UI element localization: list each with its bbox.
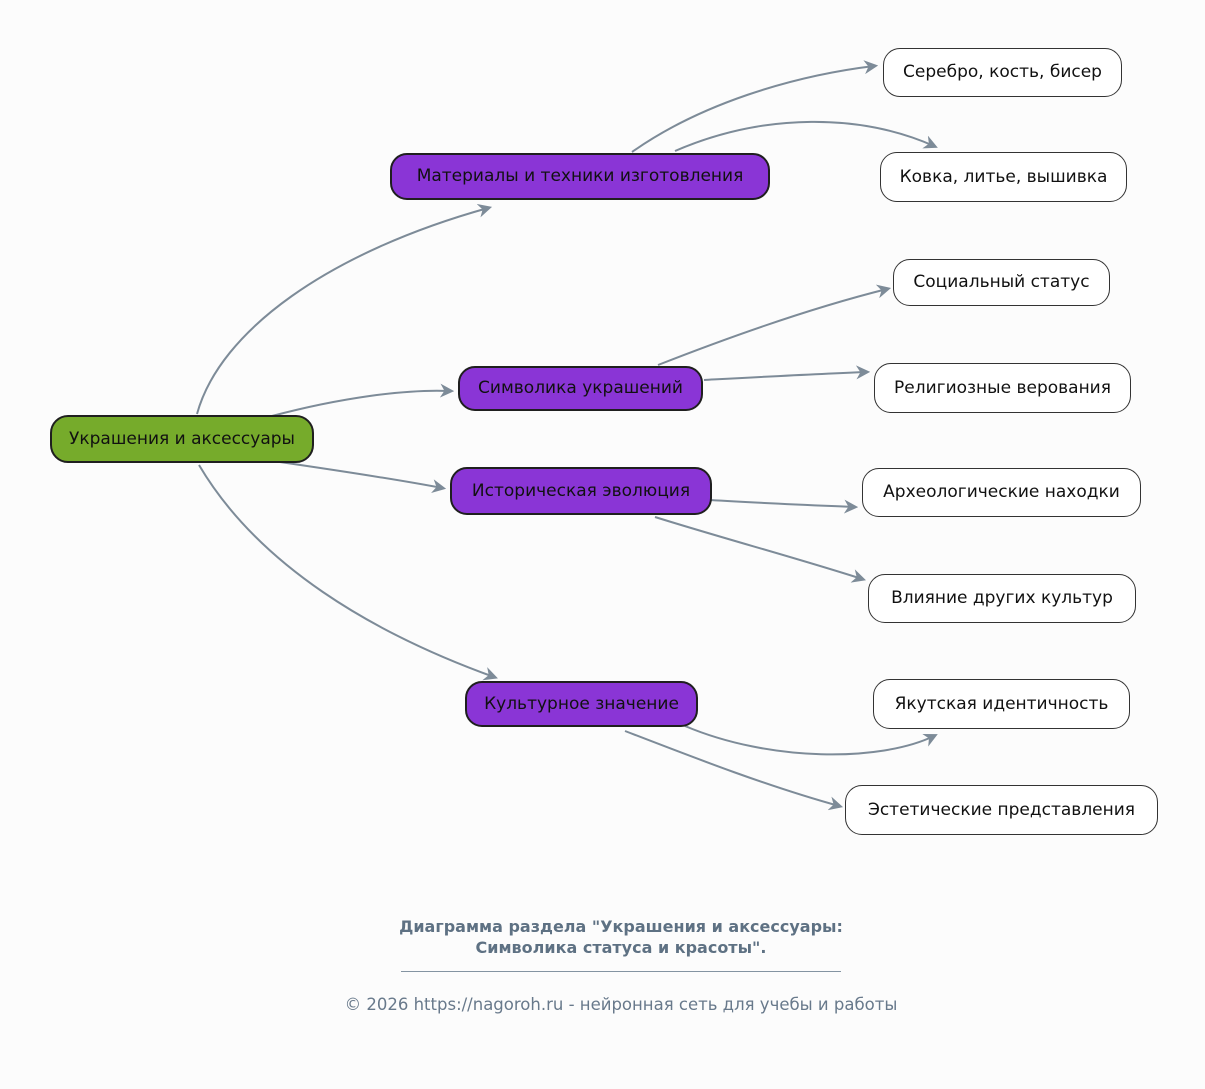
leaf-influence-other-cultures: Влияние других культур bbox=[868, 574, 1136, 623]
caption-divider bbox=[401, 971, 841, 972]
edge-symbolism-to-religious bbox=[704, 372, 866, 380]
caption-line-1: Диаграмма раздела "Украшения и аксессуары: bbox=[399, 917, 843, 936]
leaf-silver-bone-beads: Серебро, кость, бисер bbox=[883, 48, 1122, 97]
edge-cultural-to-aesthetic bbox=[625, 731, 839, 806]
edge-symbolism-to-social bbox=[658, 289, 887, 365]
edge-cultural-to-yakut bbox=[685, 726, 934, 754]
edge-historical-to-archaeological bbox=[710, 500, 854, 507]
branch-historical-evolution: Историческая эволюция bbox=[450, 467, 712, 515]
edge-root-to-materials bbox=[197, 208, 488, 414]
edge-materials-to-forging bbox=[675, 122, 934, 151]
edge-root-to-historical bbox=[273, 461, 442, 488]
leaf-forging-casting-embroidery: Ковка, литье, вышивка bbox=[880, 152, 1127, 202]
leaf-social-status: Социальный статус bbox=[893, 259, 1110, 306]
diagram-caption bbox=[399, 916, 843, 958]
leaf-yakut-identity: Якутская идентичность bbox=[873, 679, 1130, 729]
leaf-aesthetic-views: Эстетические представления bbox=[845, 785, 1158, 835]
edge-historical-to-influence bbox=[655, 517, 862, 579]
leaf-religious-beliefs: Религиозные верования bbox=[874, 363, 1131, 413]
branch-cultural-significance: Культурное значение bbox=[465, 681, 698, 727]
node-root: Украшения и аксессуары bbox=[50, 415, 314, 463]
footer-credit: © 2026 https://nagoroh.ru - нейронная сеть для учебы и работы bbox=[344, 995, 898, 1014]
branch-symbolism: Символика украшений bbox=[458, 366, 703, 411]
edge-materials-to-silver bbox=[632, 66, 874, 152]
leaf-archaeological-finds: Археологические находки bbox=[862, 468, 1141, 517]
edge-root-to-symbolism bbox=[272, 391, 450, 416]
branch-materials-techniques: Материалы и техники изготовления bbox=[390, 153, 770, 200]
caption-line-2: Символика статуса и красоты". bbox=[475, 938, 767, 957]
